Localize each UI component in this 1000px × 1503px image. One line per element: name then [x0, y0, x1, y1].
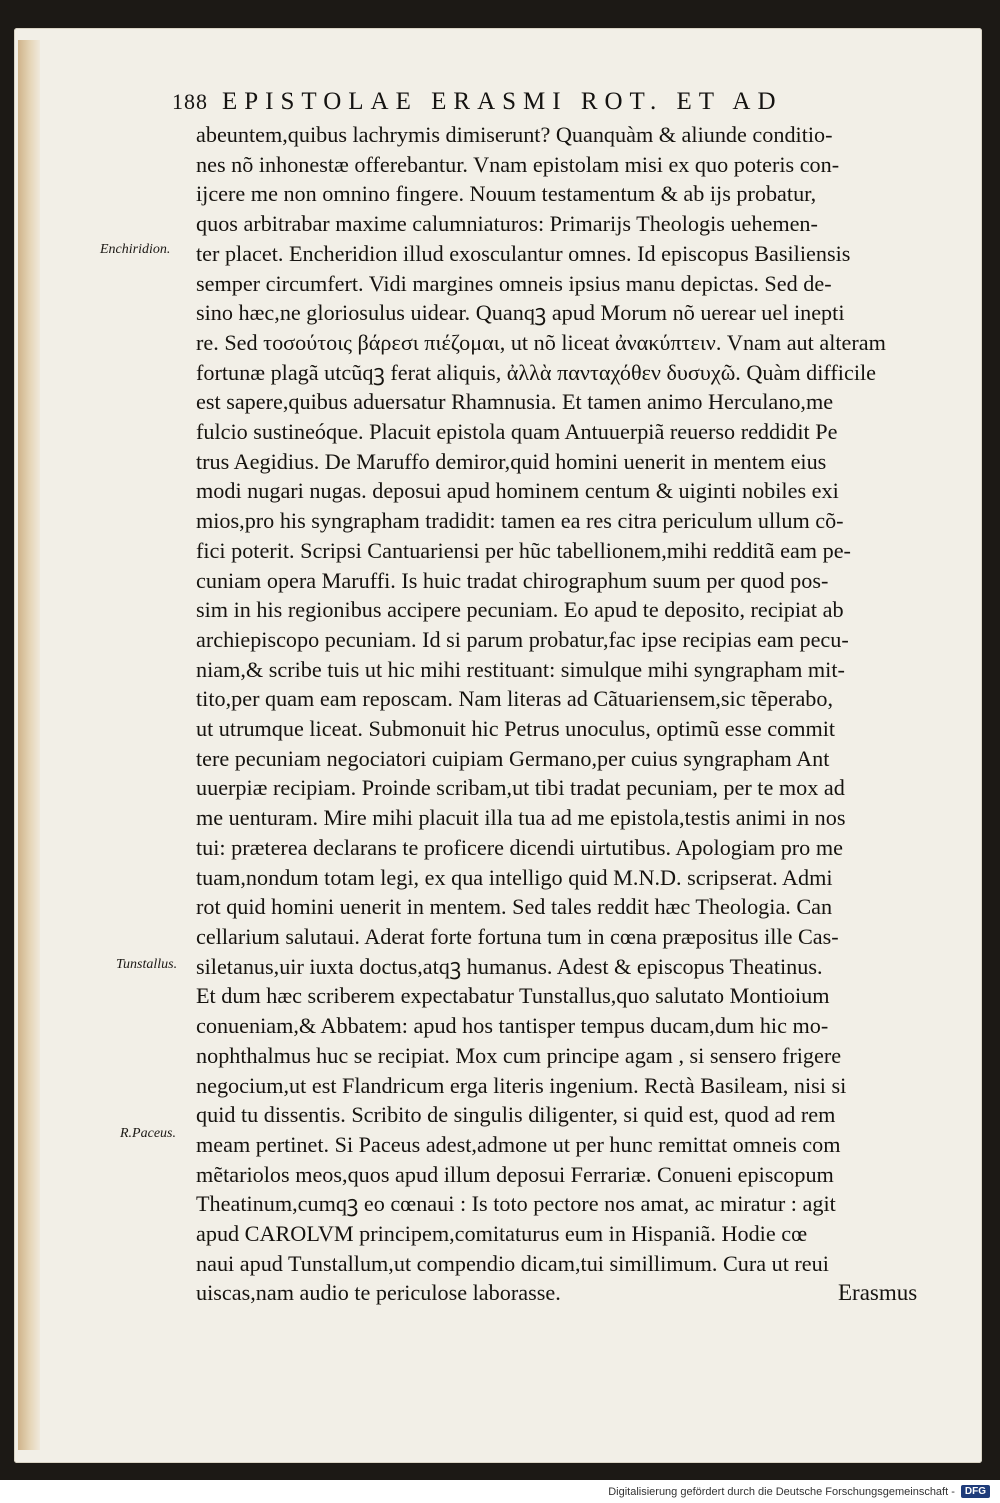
text-line: uiscas,nam audio te periculose laborasse.: [196, 1280, 561, 1306]
text-line: quos arbitrabar maxime calumniaturos: Primarijs Theologis uehemen-: [196, 211, 818, 237]
text-line: ut utrumque liceat. Submonuit hic Petrus unoculus, optimũ esse commit: [196, 716, 836, 742]
text-line: archiepiscopo pecuniam. Id si parum probatur,fac ipse recipias eam pecu-: [196, 626, 849, 652]
letter-body: [196, 120, 934, 1308]
text-line: tito,per quam eam reposcam. Nam literas ad Cãtuariensem,sic tẽperabo,: [196, 686, 834, 712]
running-head: [172, 88, 912, 122]
marginal-note-paceus: R.Paceus.: [120, 1126, 176, 1141]
marginal-note-enchiridion: Enchiridion.: [100, 242, 171, 257]
text-line: fulcio sustineóque. Placuit epistola quam Antuuerpiã reuerso reddidit Pe: [196, 419, 838, 445]
digitization-footer: [0, 1480, 1000, 1503]
text-line: nes nõ inhonestæ offerebantur. Vnam epistolam misi ex quo poteris con-: [196, 151, 840, 177]
text-line: abeuntem,quibus lachrymis dimiserunt? Quanquàm & aliunde conditio-: [196, 122, 833, 147]
signature-erasmus: Erasmus: [838, 1280, 918, 1305]
running-head-title: EPISTOLAE ERASMI ROT. ET AD: [222, 88, 783, 115]
text-line: ijcere me non omnino fingere. Nouum testamentum & ab ijs probatur,: [196, 181, 817, 207]
text-line: ter placet. Encheridion illud exosculantur omnes. Id episcopus Basiliensis: [196, 240, 851, 266]
page-gutter-edge: [18, 40, 40, 1450]
text-line: meam pertinet. Si Paceus adest,admone ut per hunc remittat omneis com: [196, 1131, 841, 1157]
text-line: sino hæc,ne gloriosulus uidear. Quanqꝫ apud Morum nõ uerear uel inepti: [196, 300, 845, 326]
text-line: naui apud Tunstallum,ut compendio dicam,tui simillimum. Cura ut reui: [196, 1250, 829, 1276]
text-line: rot quid homini uenerit in mentem. Sed tales reddit hæc Theologia. Can: [196, 894, 833, 920]
text-line: re. Sed τοσούτοις βάρεσι πιέζομαι, ut nõ liceat ἀνακύπτειν. Vnam aut alteram: [196, 329, 886, 355]
text-line: mẽtariolos meos,quos apud illum deposui Ferrariæ. Conueni episcopum: [196, 1161, 834, 1187]
text-line: fortunæ plagã utcũqꝫ ferat aliquis, ἀλλὰ πανταχόθεν δυσυχῶ. Quàm difficile: [196, 359, 876, 385]
text-line: semper circumfert. Vidi margines omneis ipsius manu depictas. Sed de-: [196, 270, 832, 296]
text-line: apud CAROLVM principem,comitaturus eum in Hispaniã. Hodie cœ: [196, 1221, 808, 1247]
funding-notice: Digitalisierung gefördert durch die Deutsche Forschungsgemeinschaft -: [608, 1485, 955, 1498]
text-line: tere pecuniam negociatori cuipiam Germano,per cuius syngrapham Ant: [196, 745, 830, 771]
text-line: est sapere,quibus aduersatur Rhamnusia. Et tamen animo Herculano,me: [196, 389, 834, 415]
text-line: Theatinum,cumqꝫ eo cœnaui : Is toto pectore nos amat, ac miratur : agit: [196, 1191, 836, 1217]
text-line: mios,pro his syngrapham tradidit: tamen ea res citra periculum ullum cõ-: [196, 508, 844, 534]
text-line: siletanus,uir iuxta doctus,atqꝫ humanus. Adest & episcopus Theatinus.: [196, 953, 823, 979]
dfg-logo: DFG: [961, 1485, 990, 1498]
text-line: niam,& scribe tuis ut hic mihi restituant: simulque mihi syngrapham mit-: [196, 656, 845, 682]
text-line: negocium,ut est Flandricum erga literis ingenium. Rectà Basileam, nisi si: [196, 1072, 847, 1098]
text-line: cellarium salutaui. Aderat forte fortuna tum in cœna præpositus ille Cas-: [196, 923, 839, 949]
text-line: tuam,nondum totam legi, ex qua intelligo quid M.N.D. scripserat. Admi: [196, 864, 833, 890]
text-line: uuerpiæ recipiam. Proinde scribam,ut tibi tradat pecuniam, per te mox ad: [196, 775, 845, 801]
marginal-note-tunstallus: Tunstallus.: [116, 957, 178, 972]
text-line: fici poterit. Scripsi Cantuariensi per hũc tabellionem,mihi redditã eam pe-: [196, 537, 851, 563]
text-line: sim in his regionibus accipere pecuniam. Eo apud te deposito, recipiat ab: [196, 597, 844, 623]
text-line: Et dum hæc scriberem expectabatur Tunstallus,quo salutato Montioium: [196, 983, 830, 1009]
text-line: nophthalmus huc se recipiat. Mox cum principe agam , si sensero frigere: [196, 1042, 842, 1068]
page-number: 188: [172, 89, 208, 114]
text-line: quid tu dissentis. Scribito de singulis diligenter, si quid est, quod ad rem: [196, 1102, 836, 1128]
text-line: modi nugari nugas. deposui apud hominem centum & uiginti nobiles exi: [196, 478, 839, 504]
text-line: me uenturam. Mire mihi placuit illa tua ad me epistola,testis animi in nos: [196, 805, 846, 831]
text-line: conueniam,& Abbatem: apud hos tantisper tempus ducam,dum hic mo-: [196, 1013, 829, 1039]
text-line: tui: præterea declarans te proficere dicendi uirtutibus. Apologiam pro me: [196, 834, 843, 860]
text-line: cuniam opera Maruffi. Is huic tradat chirographum suum per quod pos-: [196, 567, 829, 593]
text-line: trus Aegidius. De Maruffo demiror,quid homini uenerit in mentem eius: [196, 448, 827, 474]
